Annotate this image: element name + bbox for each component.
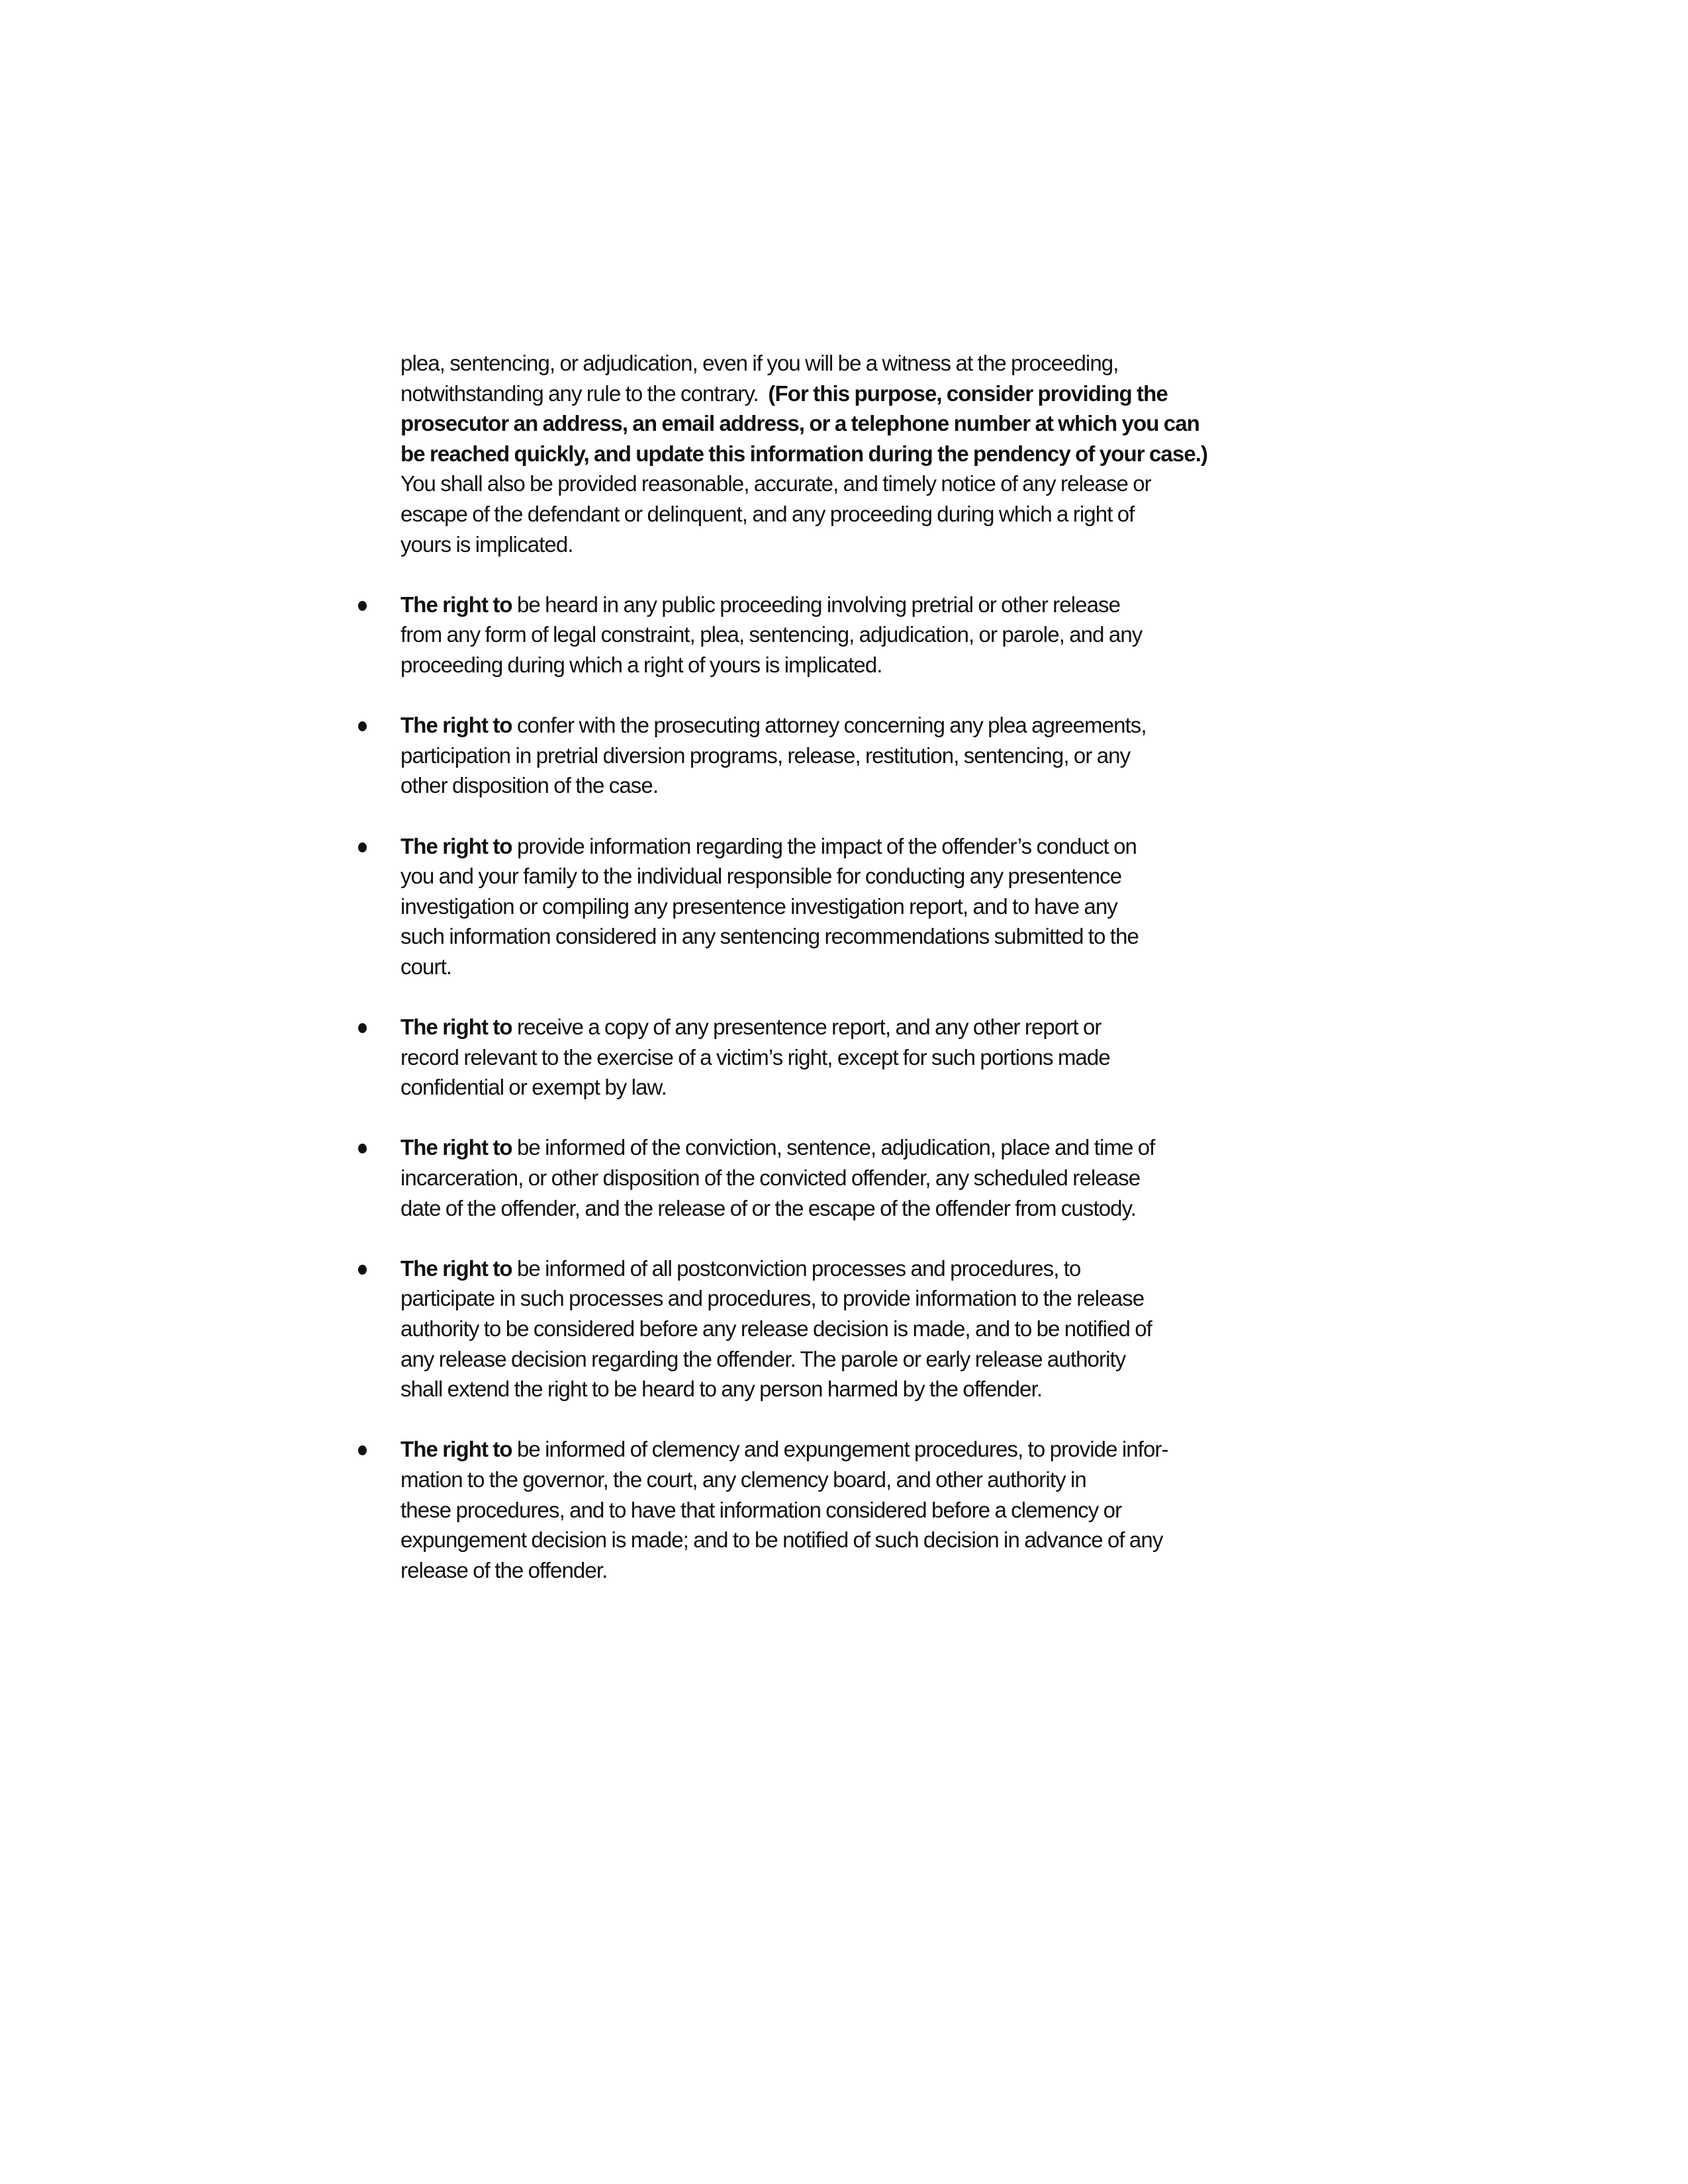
right-text: provide information regarding the impact of the offender’s conduct on [512, 833, 1137, 858]
intro-line [400, 499, 1274, 529]
intro-line [400, 529, 1274, 560]
right-line: expungement decision is made; and to be notified of such decision in advance of any [400, 1527, 1163, 1553]
right-text: confer with the prosecuting attorney concerning any plea agreements, [512, 713, 1147, 738]
right-line: authority to be considered before any release decision is made, and to be notified of [400, 1316, 1152, 1341]
right-text: receive a copy of any presentence report, and any other report or [512, 1015, 1102, 1040]
right-text: be informed of the conviction, sentence, adjudication, place and time of [512, 1135, 1155, 1160]
right-line: other disposition of the case. [400, 773, 659, 798]
intro-bold-text: be reached quickly, and update this information during the pendency of your case.) [400, 441, 1208, 466]
right-item-be-heard [400, 590, 1274, 680]
right-item-confer [400, 710, 1274, 801]
right-line: any release decision regarding the offender. The parole or early release authority [400, 1346, 1126, 1371]
right-lead: The right to [400, 1437, 512, 1462]
right-line [400, 1132, 1274, 1163]
right-item-informed-conviction [400, 1132, 1274, 1223]
right-line: participate in such processes and procedures, to provide information to the release [400, 1286, 1145, 1311]
right-line: proceeding during which a right of yours is implicated. [400, 652, 882, 677]
bullet-icon [358, 721, 367, 731]
right-lead: The right to [400, 1135, 512, 1160]
right-line: incarceration, or other disposition of the convicted offender, any scheduled release [400, 1165, 1141, 1191]
intro-line [400, 469, 1274, 499]
right-line [400, 831, 1274, 862]
document-body [400, 348, 1274, 1585]
intro-line [400, 379, 1274, 409]
right-line: such information considered in any sentencing recommendations submitted to the [400, 924, 1139, 949]
right-lead: The right to [400, 1255, 512, 1281]
right-line: these procedures, and to have that information considered before a clemency or [400, 1497, 1122, 1522]
right-text: be heard in any public proceeding involving pretrial or other release [512, 592, 1121, 617]
right-item-receive-copy [400, 1012, 1274, 1103]
bullet-icon [358, 842, 367, 852]
bullet-icon [358, 1265, 367, 1275]
right-line: release of the offender. [400, 1557, 608, 1582]
right-item-clemency [400, 1434, 1274, 1585]
intro-paragraph [400, 348, 1274, 559]
right-item-postconviction [400, 1253, 1274, 1404]
right-line: participation in pretrial diversion programs, release, restitution, sentencing, or any [400, 743, 1131, 768]
intro-text: yours is implicated. [400, 531, 573, 557]
right-line: investigation or compiling any presentence investigation report, and to have any [400, 893, 1117, 919]
right-line [400, 1253, 1274, 1284]
bullet-icon [358, 1445, 367, 1455]
intro-text: plea, sentencing, or adjudication, even if you will be a witness at the proceeding, [400, 351, 1119, 375]
right-line [400, 1012, 1274, 1042]
intro-line [400, 439, 1274, 469]
right-line [400, 590, 1274, 620]
right-text: be informed of all postconviction processes and procedures, to [512, 1255, 1081, 1281]
right-line: date of the offender, and the release of or the escape of the offender from custody. [400, 1195, 1137, 1220]
right-line: confidential or exempt by law. [400, 1075, 667, 1100]
intro-bold-text: prosecutor an address, an email address, or a telephone number at which you can [400, 411, 1199, 436]
right-line: mation to the governor, the court, any clemency board, and other authority in [400, 1467, 1086, 1492]
intro-text: You shall also be provided reasonable, accurate, and timely notice of any release or [400, 471, 1151, 496]
right-lead: The right to [400, 833, 512, 858]
right-lead: The right to [400, 592, 512, 617]
intro-line [400, 408, 1274, 439]
bullet-icon [358, 601, 367, 611]
right-item-provide-information [400, 831, 1274, 982]
right-line: you and your family to the individual responsible for conducting any presentence [400, 864, 1122, 889]
right-line: from any form of legal constraint, plea, sentencing, adjudication, or parole, and any [400, 622, 1143, 647]
right-lead: The right to [400, 1015, 512, 1040]
right-lead: The right to [400, 713, 512, 738]
right-line [400, 710, 1274, 741]
bullet-icon [358, 1144, 367, 1154]
right-text: be informed of clemency and expungement procedures, to provide infor- [512, 1437, 1168, 1462]
right-line: shall extend the right to be heard to any person harmed by the offender. [400, 1377, 1043, 1402]
intro-text: notwithstanding any rule to the contrary. [400, 381, 769, 406]
intro-bold-text: (For this purpose, consider providing the [768, 381, 1168, 406]
right-line: record relevant to the exercise of a victim’s right, except for such portions made [400, 1044, 1110, 1069]
right-line: court. [400, 954, 452, 979]
right-line [400, 1434, 1274, 1465]
intro-line [400, 348, 1274, 379]
intro-text: escape of the defendant or delinquent, and any proceeding during which a right of [400, 501, 1135, 526]
rights-list [400, 590, 1274, 1586]
bullet-icon [358, 1023, 367, 1033]
